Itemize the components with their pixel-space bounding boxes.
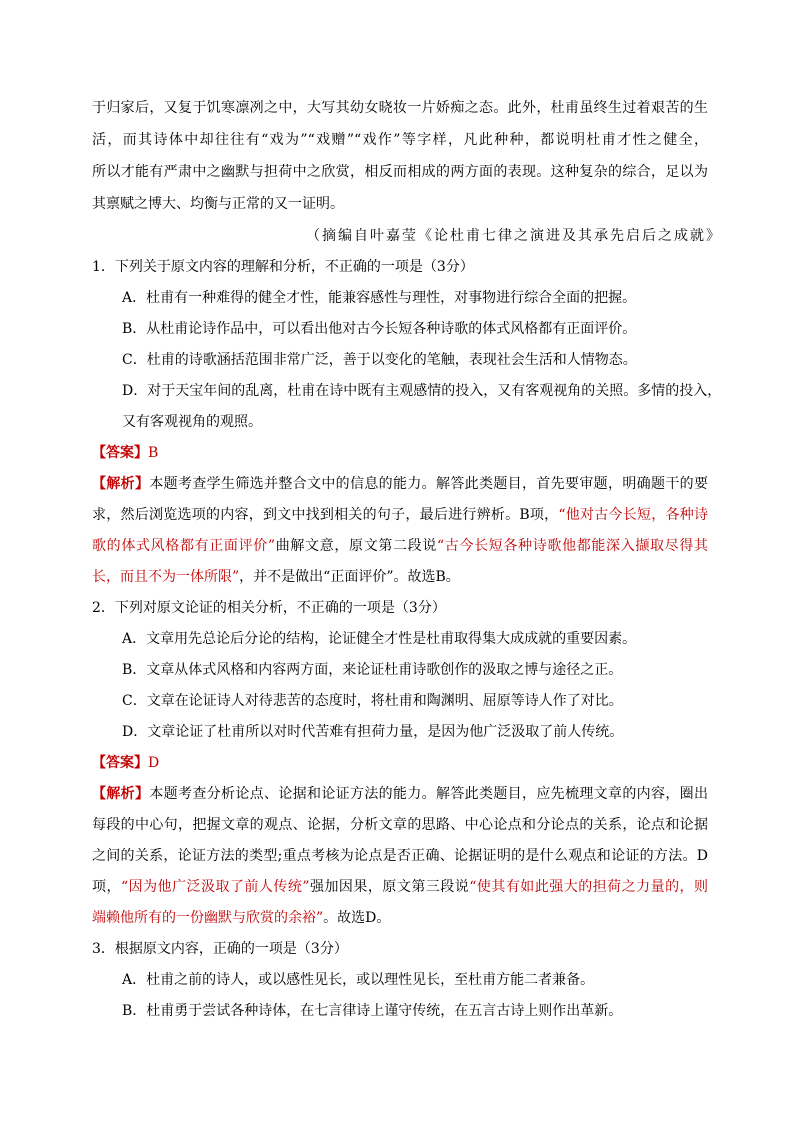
analysis-text: 之间的关系，论证方法的类型;重点考核为论点是否正确、论据证明的是什么观点和论证的方法。D	[92, 848, 708, 864]
analysis-line	[92, 531, 708, 562]
analysis-text: 求，然后浏览选项的内容，到文中找到相关的句子，最后进行辨析。B项，	[92, 507, 559, 523]
question-stem: 2．下列对原文论证的相关分析，不正确的一项是（3分）	[92, 600, 446, 616]
answer-label: 【答案】	[92, 755, 148, 771]
option-A	[92, 965, 708, 996]
analysis-text: 每段的中心句，把握文章的观点、论据，分析文章的思路、中心论点和分论点的关系，论点和论据	[92, 817, 708, 833]
analysis-line	[92, 469, 708, 500]
option-B	[92, 996, 708, 1027]
analysis-line	[92, 810, 708, 841]
answer-line	[92, 748, 708, 779]
option-line: A．文章用先总论后分论的结构，论证健全才性是杜甫取得集大成成就的重要因素。	[122, 631, 637, 647]
option-line: B．杜甫勇于尝试各种诗体，在七言律诗上谨守传统，在五言古诗上则作出革新。	[122, 1003, 623, 1019]
passage-line: 于归家后，又复于饥寒凛冽之中，大写其幼女晓妆一片娇痴之态。此外，杜甫虽终生过着艰苦的生	[92, 100, 708, 116]
quoted-text: 端赖他所有的一份幽默与欣赏的余裕”	[92, 910, 324, 926]
option-A	[92, 283, 708, 314]
answer-value: D	[148, 755, 160, 771]
option-line: A．杜甫有一种难得的健全才性，能兼容感性与理性，对事物进行综合全面的把握。	[122, 290, 637, 306]
quoted-text: “古今长短各种诗歌他都能深入撷取尽得其	[436, 538, 709, 554]
quoted-text: “因为他广泛汲取了前人传统”	[120, 879, 310, 895]
option-line: D．文章论证了杜甫所以对时代苦难有担荷力量，是因为他广泛汲取了前人传统。	[122, 724, 624, 740]
quoted-text: “使其有如此强大的担荷之力量的，则	[469, 879, 709, 895]
analysis	[92, 779, 708, 934]
passage-line: 其禀赋之博大、均衡与正常的又一证明。	[92, 196, 344, 212]
analysis-line	[92, 872, 708, 903]
option-C	[92, 686, 708, 717]
answer-value: B	[148, 445, 159, 461]
analysis-text: ，并不是做出“正面评价”。故选B。	[239, 569, 460, 585]
question-1	[92, 252, 722, 593]
option-D	[92, 717, 708, 748]
analysis-text: 项，	[92, 879, 121, 895]
option-line: B．文章从体式风格和内容两方面，来论证杜甫诗歌创作的汲取之博与途径之正。	[122, 662, 623, 678]
option-line: D．对于天宝年间的乱离，杜甫在诗中既有主观感情的投入，又有客观视角的关照。多情的投入，	[122, 383, 722, 399]
analysis-text: 本题考查学生筛选并整合文中的信息的能力。解答此类题目，首先要审题，明确题干的要	[149, 476, 709, 492]
option-B	[92, 314, 708, 345]
passage-line: 活，而其诗体中却往往有“戏为”“戏赠”“戏作”等字样，凡此种种，都说明杜甫才性之健全，	[92, 132, 708, 148]
question-2	[92, 593, 708, 934]
analysis-text: 强加因果，原文第三段说	[309, 879, 470, 895]
analysis-line	[92, 779, 708, 810]
analysis-line	[92, 500, 708, 531]
quoted-text: 长，而且不为一体所限”	[92, 569, 240, 585]
analysis-text: 曲解文意，原文第二段说	[275, 538, 437, 554]
option-line: A．杜甫之前的诗人，或以感性见长，或以理性见长，至杜甫方能二者兼备。	[122, 972, 595, 988]
question-list	[92, 252, 722, 1027]
passage	[92, 92, 708, 220]
answer-label: 【答案】	[92, 445, 148, 461]
option-B	[92, 655, 708, 686]
option-line: B．从杜甫论诗作品中，可以看出他对古今长短各种诗歌的体式风格都有正面评价。	[122, 321, 637, 337]
option-A	[92, 624, 708, 655]
analysis-line	[92, 562, 708, 593]
analysis-text: 。故选D。	[323, 910, 391, 926]
question-stem: 3．根据原文内容，正确的一项是（3分）	[92, 941, 348, 957]
analysis	[92, 469, 708, 593]
question-3	[92, 934, 708, 1027]
answer-line	[92, 438, 708, 469]
analysis-line	[92, 841, 708, 872]
option-D	[92, 376, 722, 438]
passage-line: 所以才能有严肃中之幽默与担荷中之欣赏，相反而相成的两方面的表现。这种复杂的综合，足以为	[92, 164, 708, 180]
analysis-label: 【解析】	[92, 476, 150, 492]
document-body	[92, 92, 722, 1027]
option-C	[92, 345, 708, 376]
option-line: C．文章在论证诗人对待悲苦的态度时，将杜甫和陶渊明、屈原等诗人作了对比。	[122, 693, 623, 709]
option-line: C．杜甫的诗歌涵括范围非常广泛，善于以变化的笔触，表现社会生活和人情物态。	[122, 352, 637, 368]
analysis-line	[92, 903, 708, 934]
question-stem: 1．下列关于原文内容的理解和分析，不正确的一项是（3分）	[92, 259, 474, 275]
analysis-text: 本题考查分析论点、论据和论证方法的能力。解答此类题目，应先梳理文章的内容，圈出	[149, 786, 709, 802]
option-line: 又有客观视角的观照。	[122, 414, 262, 430]
quoted-text: 歌的体式风格都有正面评价”	[92, 538, 276, 554]
passage-source: （摘编自叶嘉莹《论杜甫七律之演进及其承先启后之成就》	[306, 228, 722, 244]
quoted-text: “他对古今长短，各种诗	[558, 507, 708, 523]
analysis-label: 【解析】	[92, 786, 150, 802]
